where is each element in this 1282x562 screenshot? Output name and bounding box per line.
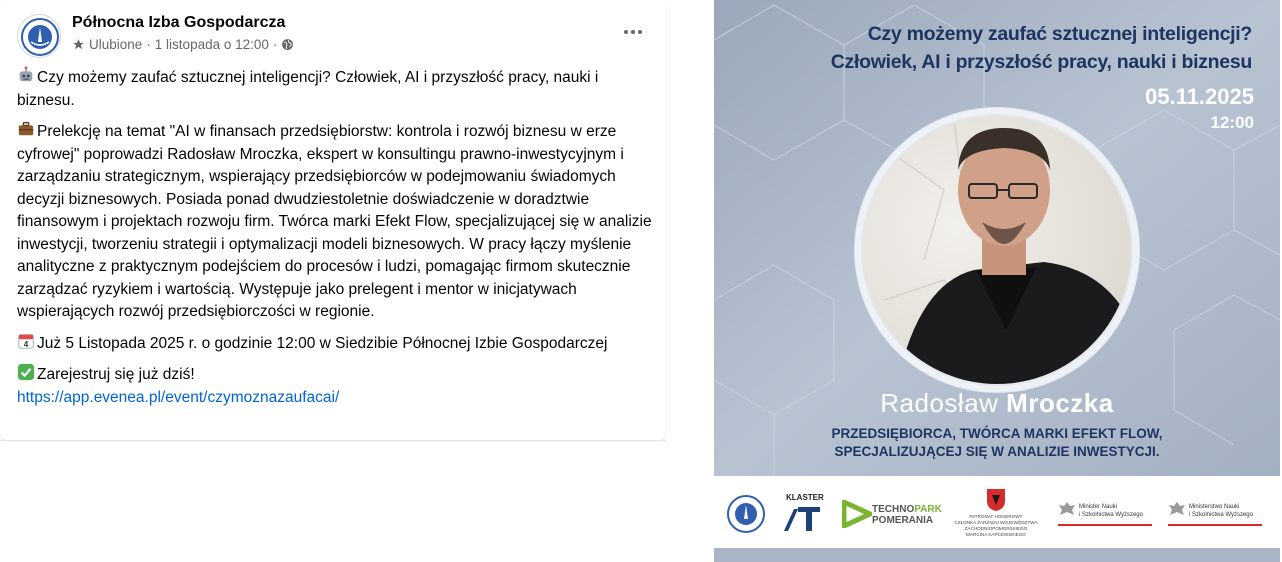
paragraph-text: Zarejestruj się już dziś! xyxy=(37,366,195,383)
registration-link[interactable]: https://app.evenea.pl/event/czymoznazaufacai/ xyxy=(17,388,340,406)
paragraph-text: Prelekcję na temat "AI w finansach przedsiębiorstw: kontrola i rozwój biznesu w erze cyfrowej" poprowadzi Radosław Mroczka, ekspert w konsultingu prawno-inwestycyjnym i zarządzaniu strategicznym, wspierający przedsiębiorców w podejmowaniu świadomych decyzji biznesowych. Posiada ponad dwudziestoletnie doświadczenie w doradztwie finansowym i projektach rozwoju firm. Twórca marki Efekt Flow, specjalizującej się w analizie inwestycji, tworzeniu strategii i optymalizacji modeli biznesowych. W pracy łączy myślenie analityczne z praktycznym podejściem do procesów i ludzi, pomagając firmom skutecznie zarządzać ryzykiem i wartością. Występuje jako prelegent i mentor w inicjatywach wspierających rozwój przedsiębiorczości w regionie. xyxy=(17,123,652,320)
patronat-line: MARCINA KAPCEWSKIEGO xyxy=(966,532,1026,537)
bottom-strip xyxy=(714,548,1280,562)
post-date[interactable]: 1 listopada o 12:00 xyxy=(154,37,269,52)
graphic-title-line: Czy możemy zaufać sztucznej inteligencji? xyxy=(867,23,1252,45)
check-mark-emoji-icon xyxy=(17,363,35,381)
more-options-button[interactable] xyxy=(618,22,648,42)
post-paragraph xyxy=(17,363,657,387)
coat-of-arms-icon xyxy=(986,488,1006,512)
event-time: 12:00 xyxy=(1210,113,1254,132)
chamber-logo-icon xyxy=(726,494,766,534)
post-paragraph xyxy=(17,66,657,112)
post-meta xyxy=(72,37,294,52)
favorite-label: Ulubione xyxy=(89,37,143,52)
dot-icon xyxy=(638,30,642,34)
speaker-first-name: Radosław xyxy=(880,388,999,418)
ministerstwo-text xyxy=(1189,504,1253,519)
post-paragraph xyxy=(17,120,657,324)
paragraph-text: Już 5 Listopada 2025 r. o godzinie 12:00 w Siedzibie Północnej Izbie Gospodarczej xyxy=(37,334,608,352)
technopark-name xyxy=(872,504,942,515)
flag-stripe xyxy=(1058,524,1152,526)
divider xyxy=(0,440,666,441)
patronat-line: ZACHODNIOPOMORSKIEGO xyxy=(964,526,1028,531)
calendar-emoji-icon xyxy=(17,332,35,350)
page-name[interactable]: Północna Izba Gospodarcza xyxy=(72,14,286,31)
patronat-text xyxy=(946,514,1046,538)
speaker-description xyxy=(714,425,1280,461)
robot-emoji-icon xyxy=(17,66,35,84)
facebook-post xyxy=(0,0,666,440)
graphic-title xyxy=(831,20,1252,76)
paragraph-text: Czy możemy zaufać sztucznej inteligencji? Człowiek, AI i przyszłość pracy, nauki i biznesu. xyxy=(17,69,599,109)
speaker-name xyxy=(714,388,1280,419)
patronat-line: PATRONAT HONOROWY xyxy=(969,514,1023,519)
ministerstwo-line: Ministerstwo Nauki xyxy=(1189,504,1240,510)
briefcase-emoji-icon xyxy=(17,120,35,138)
speaker-last-name: Mroczka xyxy=(1006,388,1114,418)
event-graphic[interactable] xyxy=(714,0,1280,562)
minister-line: Minister Nauki xyxy=(1079,504,1118,510)
calendar-day: 4 xyxy=(23,339,29,349)
technopark-name-part: TECHNO xyxy=(872,504,915,515)
event-date: 05.11.2025 xyxy=(1145,84,1254,109)
post-paragraph xyxy=(17,332,657,356)
technopark-subname: POMERANIA xyxy=(872,515,934,526)
partner-logos-bar xyxy=(714,476,1280,562)
meta-separator: · xyxy=(146,37,151,52)
speaker-description-line: PRZEDSIĘBIORCA, TWÓRCA MARKI EFEKT FLOW, xyxy=(831,426,1163,441)
globe-icon[interactable] xyxy=(281,38,294,51)
patronat-line: CZŁONKA ZARZĄDU WOJEWÓDZTWA xyxy=(954,520,1038,525)
star-icon xyxy=(72,38,85,51)
dot-icon xyxy=(631,30,635,34)
technopark-name-part: PARK xyxy=(914,504,942,515)
ministerstwo-line: i Szkolnictwa Wyższego xyxy=(1189,511,1253,518)
meta-separator: · xyxy=(272,37,278,52)
klaster-label: KLASTER xyxy=(786,493,824,502)
eagle-emblem-icon xyxy=(1058,500,1076,520)
eagle-emblem-icon xyxy=(1168,500,1186,520)
minister-line: i Szkolnictwa Wyższego xyxy=(1079,511,1143,518)
graphic-title-line: Człowiek, AI i przyszłość pracy, nauki i biznesu xyxy=(830,51,1252,73)
klaster-it-logo-icon xyxy=(780,503,822,533)
technopark-logo-icon xyxy=(842,500,872,528)
page-avatar[interactable] xyxy=(17,14,61,58)
minister-text xyxy=(1079,504,1143,519)
dot-icon xyxy=(624,30,628,34)
post-text xyxy=(17,66,657,409)
flag-stripe xyxy=(1168,524,1262,526)
chamber-logo-icon xyxy=(18,15,61,58)
speaker-description-line: SPECJALIZUJĄCEJ SIĘ W ANALIZIE INWESTYCJI. xyxy=(834,444,1160,459)
